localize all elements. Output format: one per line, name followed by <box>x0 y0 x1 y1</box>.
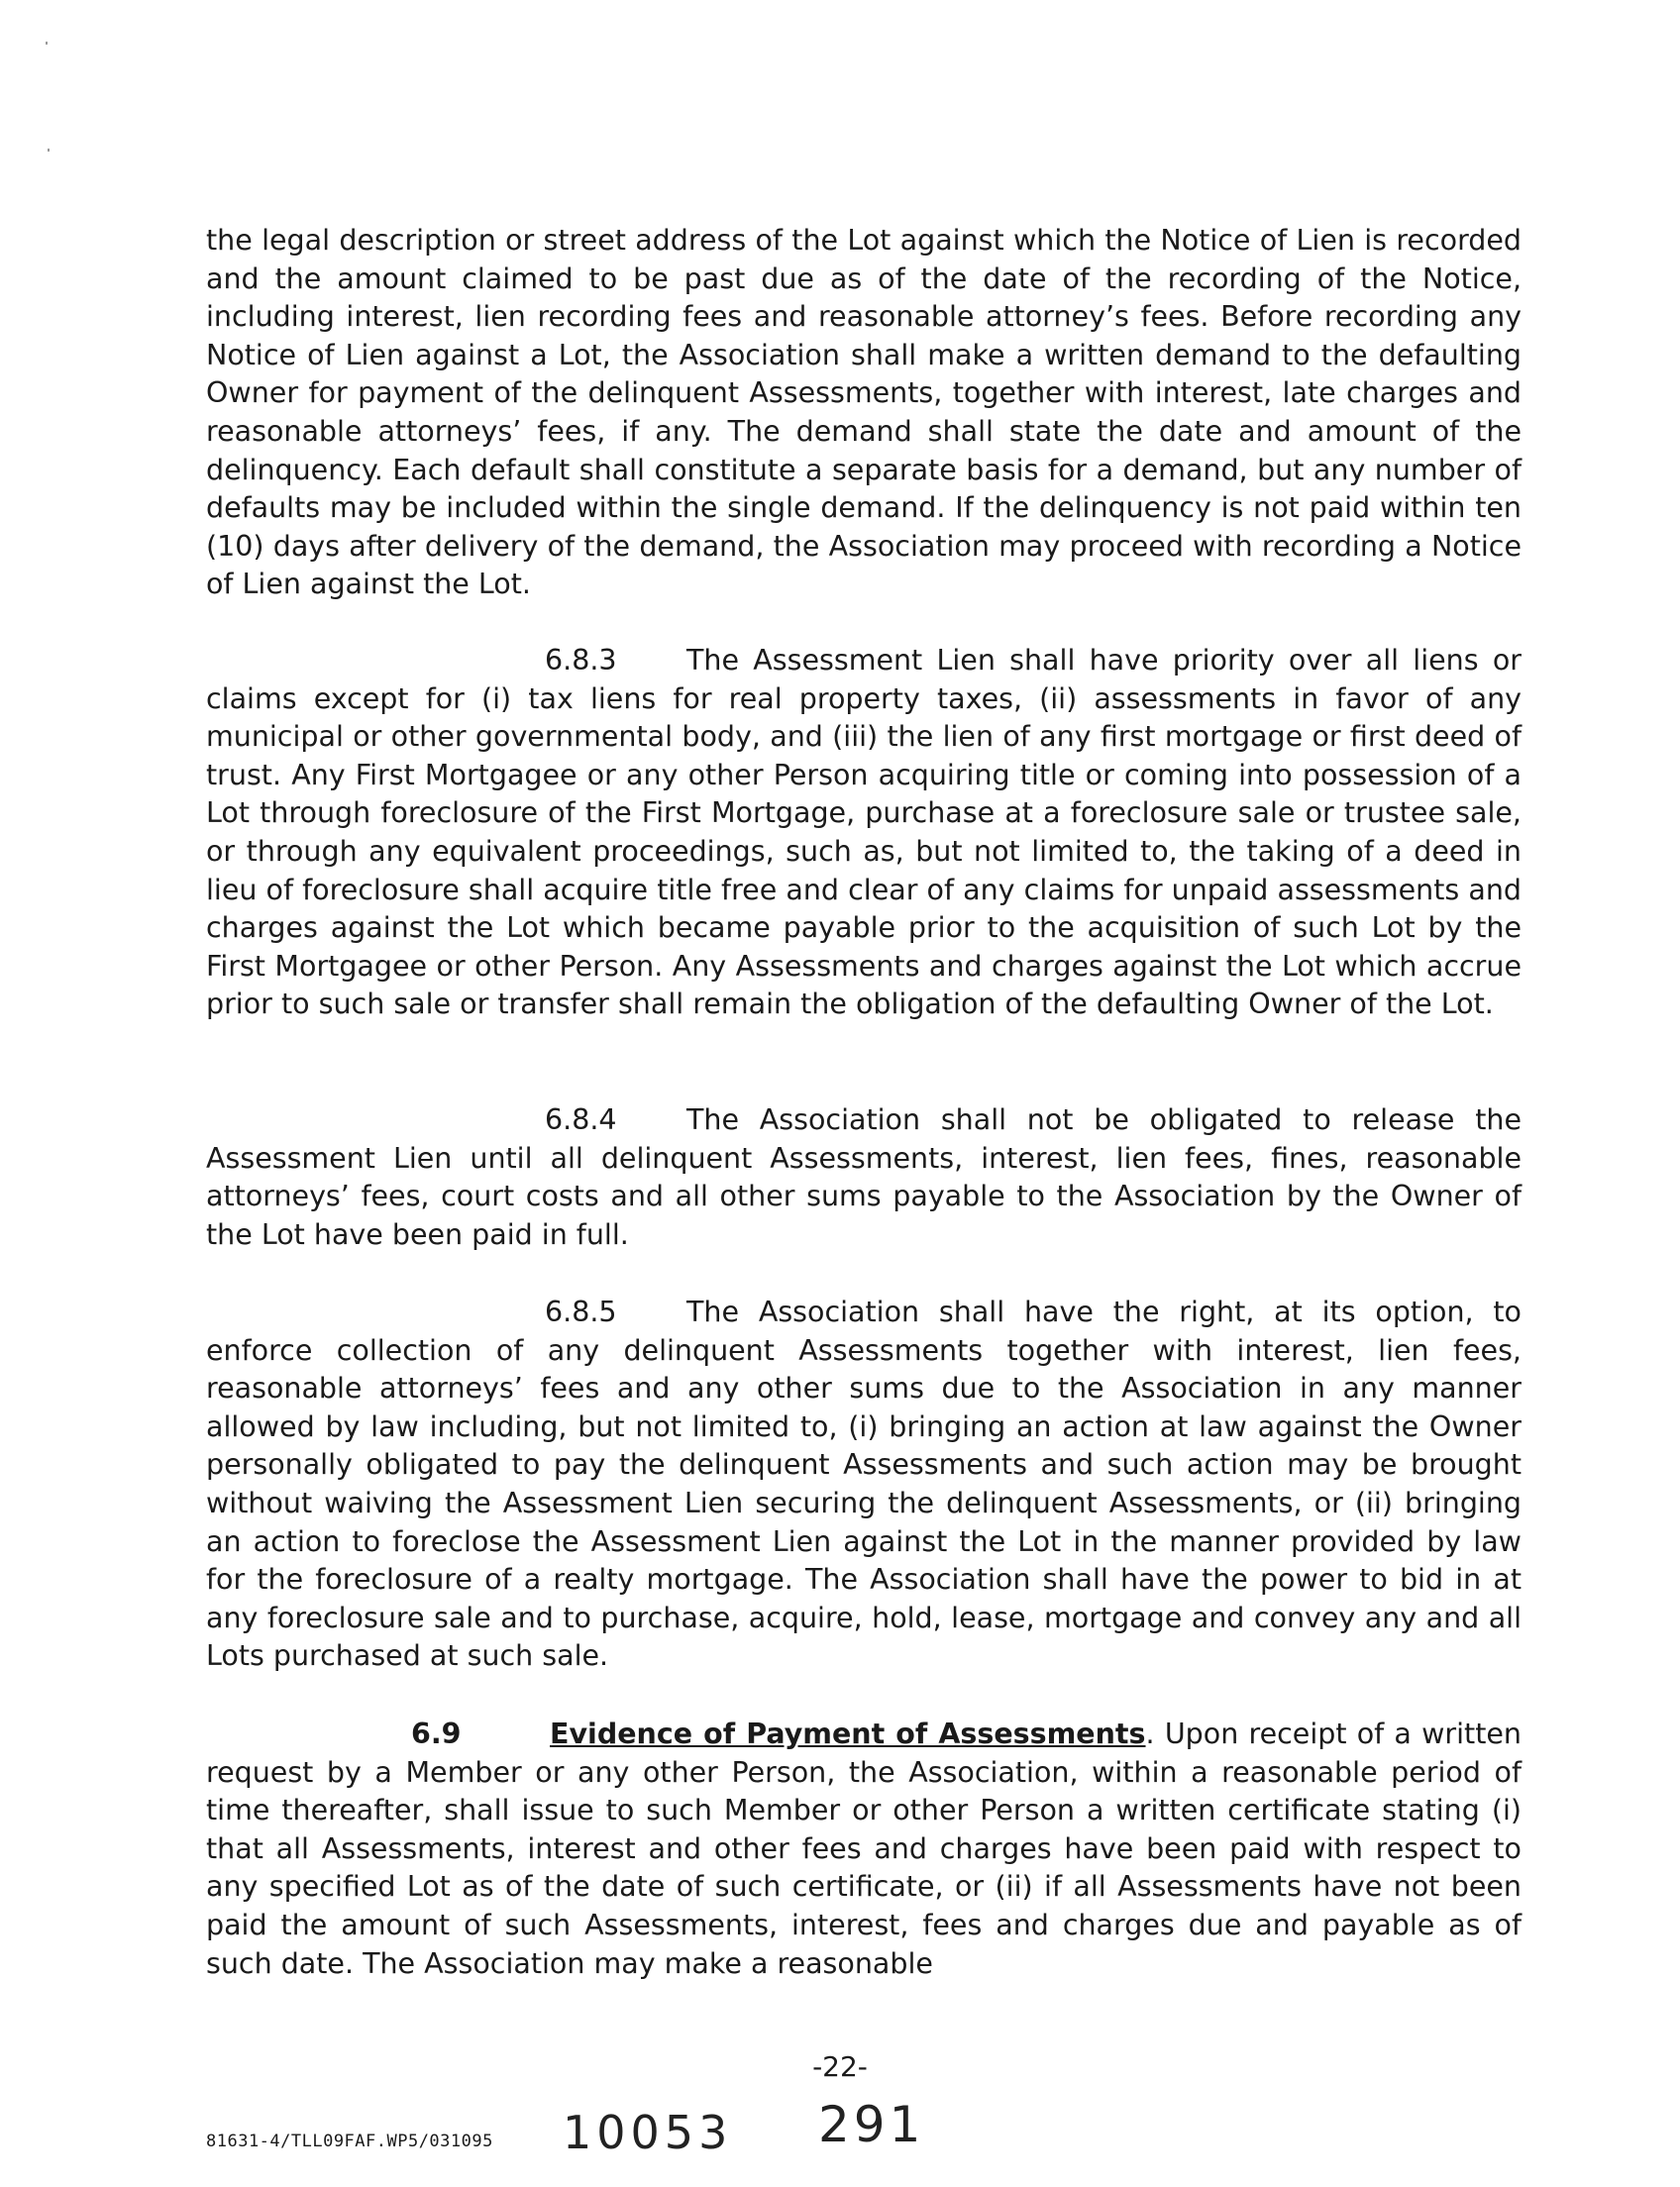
file-reference: 81631-4/TLL09FAF.WP5/031095 <box>206 2132 493 2151</box>
section-number: 6.8.5 <box>545 1296 617 1328</box>
section-text: The Assessment Lien shall have priority over all liens or claims except for (i) tax liens for real property taxes, (ii) assessments in favor of any municipal or other governmental body, and (iii) the lien of any first mortgage or first deed of trust. Any First Mortgagee or any other Person acquiring title or coming into possession of a Lot through foreclosure of the First Mortgage, purchase at a foreclosure sale or trustee sale, or through any equivalent proceedings, such as, but not limited to, the taking of a deed in lieu of foreclosure shall acquire title free and clear of any claims for unpaid assessments and charges against the Lot which became payable prior to the acquisition of such Lot by the First Mortgagee or other Person. Any Assessments and charges against the Lot which accrue prior to such sale or transfer shall remain the obligation of the defaulting Owner of the Lot. <box>206 644 1522 1021</box>
section-number: 6.8.3 <box>545 644 617 677</box>
recording-page-stamp: 291 <box>818 2096 925 2153</box>
section-text: The Association shall not be obligated to release the Assessment Lien until all delinquent Assessments, interest, lien fees, fines, reasonable attorneys’ fees, court costs and all other sums payable to the Association by the Owner of the Lot have been paid in full. <box>206 1103 1522 1251</box>
section-6-8-3 <box>206 642 1522 1024</box>
section-title-punct: . <box>1145 1718 1155 1750</box>
scan-speck <box>46 42 48 45</box>
paragraph-text: the legal description or street address of the Lot against which the Notice of Lien is recorded and the amount claimed to be past due as of the date of the recording of the Notice, including interest, lien recording fees and reasonable attorney’s fees. Before recording any Notice of Lien against a Lot, the Association shall make a written demand to the defaulting Owner for payment of the delinquent Assessments, together with interest, late charges and reasonable attorneys’ fees, if any. The demand shall state the date and amount of the delinquency. Each default shall constitute a separate basis for a demand, but any number of defaults may be included within the single demand. If the delinquency is not paid within ten (10) days after delivery of the demand, the Association may proceed with recording a Notice of Lien against the Lot. <box>206 224 1522 601</box>
section-6-8-4 <box>206 1101 1522 1254</box>
section-6-9 <box>206 1716 1522 1983</box>
section-number: 6.9 <box>411 1718 462 1750</box>
section-6-8-5 <box>206 1294 1522 1676</box>
section-title: Evidence of Payment of Assessments <box>550 1718 1146 1750</box>
section-number: 6.8.4 <box>545 1103 617 1136</box>
paragraph-continuation <box>206 222 1522 604</box>
section-text: Upon receipt of a written request by a Member or any other Person, the Association, within a reasonable period of time thereafter, shall issue to such Member or other Person a written certificate stating (i) that all Assessments, interest and other fees and charges have been paid with respect to any specified Lot as of the date of such certificate, or (ii) if all Assessments have not been paid the amount of such Assessments, interest, fees and charges due and payable as of such date. The Association may make a reasonable <box>206 1718 1522 1980</box>
page-number: -22- <box>812 2050 868 2083</box>
section-text: The Association shall have the right, at its option, to enforce collection of any delinquent Assessments together with interest, lien fees, reasonable attorneys’ fees and any other sums due to the Association in any manner allowed by law including, but not limited to, (i) bringing an action at law against the Owner personally obligated to pay the delinquent Assessments and such action may be brought without waiving the Assessment Lien securing the delinquent Assessments, or (ii) bringing an action to foreclose the Assessment Lien against the Lot in the manner provided by law for the foreclosure of a realty mortgage. The Association shall have the power to bid in at any foreclosure sale and to purchase, acquire, hold, lease, mortgage and convey any and all Lots purchased at such sale. <box>206 1296 1522 1673</box>
scan-speck <box>48 149 50 152</box>
recording-book-stamp: 10053 <box>563 2106 733 2159</box>
